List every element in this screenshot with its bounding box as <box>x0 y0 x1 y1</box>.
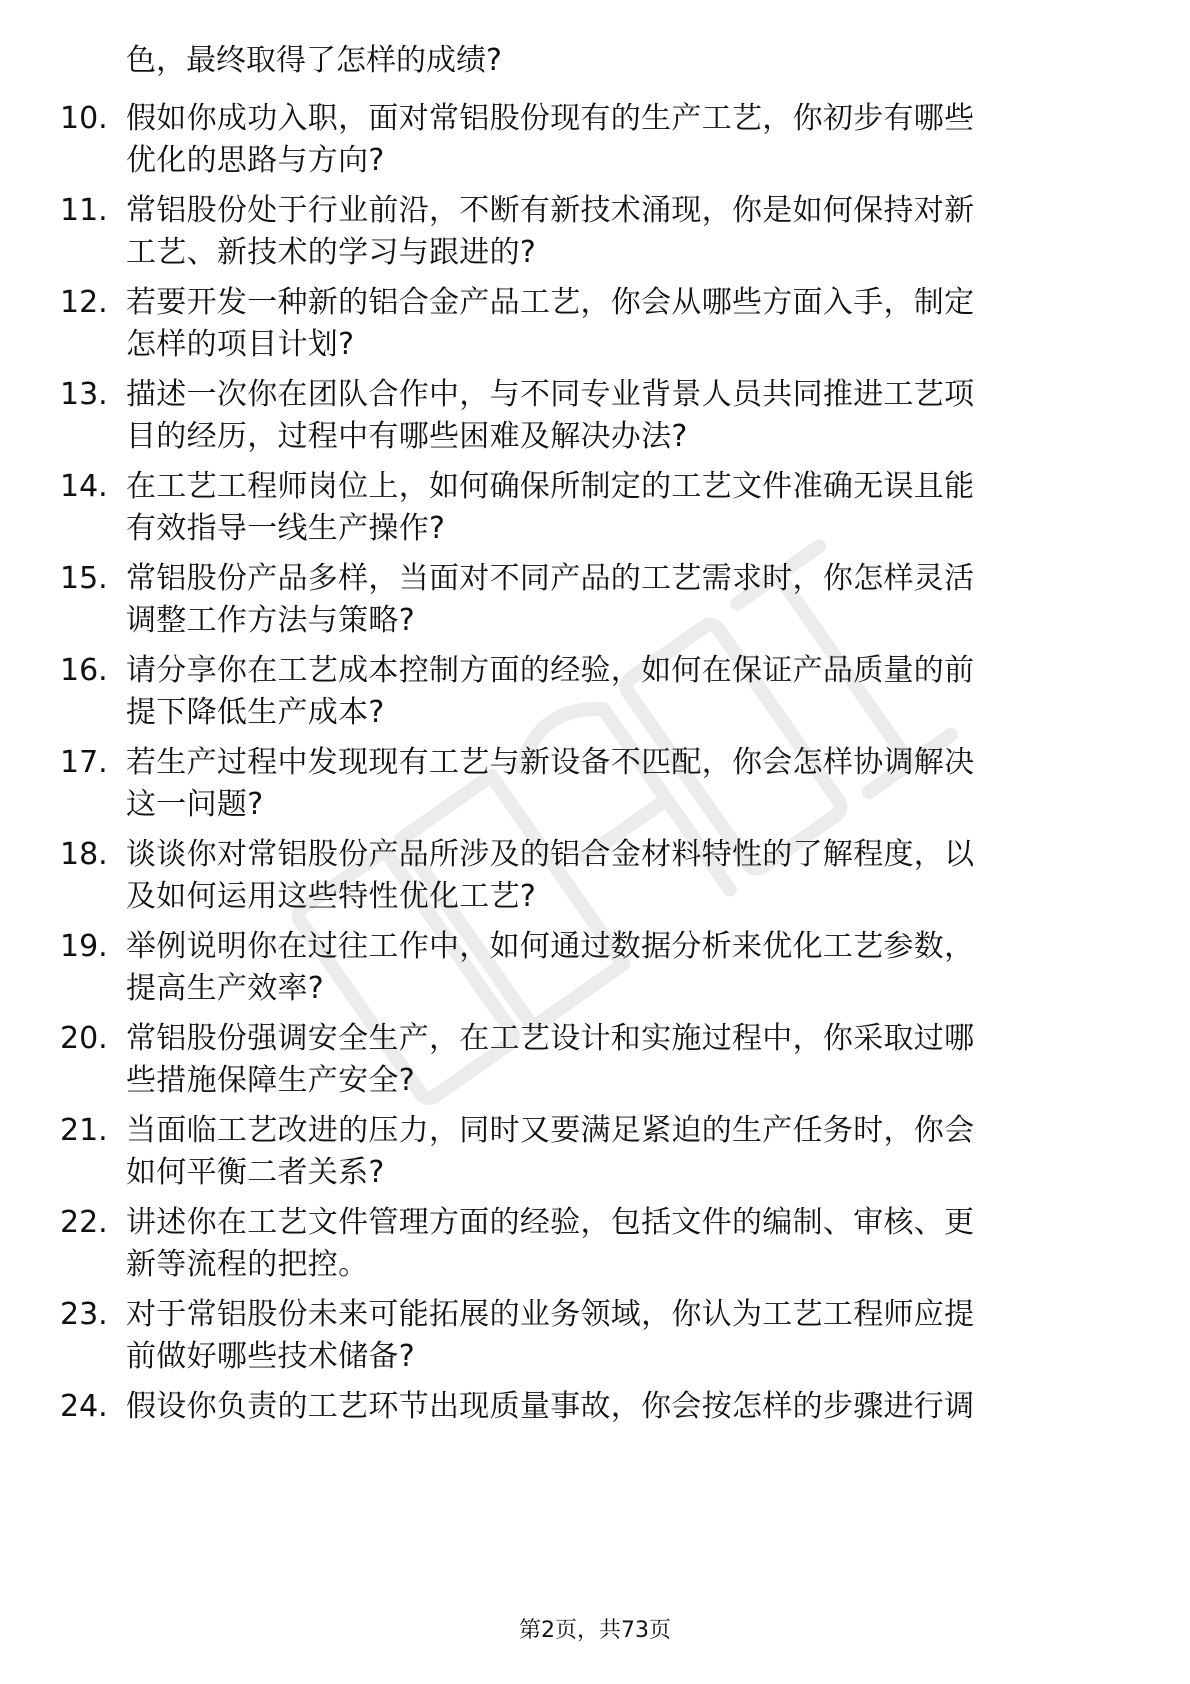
question-text-line: 前做好哪些技术储备? <box>126 1339 415 1374</box>
question-text-line: 当面临工艺改进的压力，同时又要满足紧迫的生产任务时，你会 <box>126 1113 975 1148</box>
question-text <box>126 742 1120 826</box>
question-text <box>126 98 1120 182</box>
question-number: 10. <box>60 101 108 136</box>
question-text <box>126 1294 1120 1378</box>
question-text-line: 优化的思路与方向? <box>126 143 385 178</box>
question-text-line: 有效指导一线生产操作? <box>126 511 446 546</box>
question-text-line: 如何平衡二者关系? <box>126 1155 385 1190</box>
question-item <box>60 926 1120 1010</box>
question-item <box>60 1202 1120 1286</box>
question-item <box>60 98 1120 182</box>
question-text <box>126 1110 1120 1194</box>
question-number: 18. <box>60 837 108 872</box>
question-number: 17. <box>60 745 108 780</box>
question-text-line: 假如你成功入职，面对常铝股份现有的生产工艺，你初步有哪些 <box>126 101 975 136</box>
question-text-line: 这一问题? <box>126 787 264 822</box>
question-number: 14. <box>60 469 108 504</box>
question-text-line: 描述一次你在团队合作中，与不同专业背景人员共同推进工艺项 <box>126 377 975 412</box>
page-footer: 第2页，共73页 <box>519 1618 671 1643</box>
question-text-line: 若要开发一种新的铝合金产品工艺，你会从哪些方面入手，制定 <box>126 285 975 320</box>
question-text-line: 些措施保障生产安全? <box>126 1063 415 1098</box>
question-text-line: 提高生产效率? <box>126 971 325 1006</box>
question-item <box>60 834 1120 918</box>
question-text-line: 目的经历，过程中有哪些困难及解决办法? <box>126 419 688 454</box>
question-text-line: 若生产过程中发现现有工艺与新设备不匹配，你会怎样协调解决 <box>126 745 975 780</box>
question-text-line: 及如何运用这些特性优化工艺? <box>126 879 537 914</box>
question-number: 22. <box>60 1205 108 1240</box>
question-number: 20. <box>60 1021 108 1056</box>
question-item <box>60 558 1120 642</box>
question-text <box>126 282 1120 366</box>
question-text-line: 请分享你在工艺成本控制方面的经验，如何在保证产品质量的前 <box>126 653 975 688</box>
question-number: 21. <box>60 1113 108 1148</box>
question-item <box>60 742 1120 826</box>
question-item <box>60 282 1120 366</box>
question-text-line: 怎样的项目计划? <box>126 327 355 362</box>
question-text-line: 讲述你在工艺文件管理方面的经验，包括文件的编制、审核、更 <box>126 1205 975 1240</box>
question-item <box>60 1386 1120 1428</box>
question-number: 16. <box>60 653 108 688</box>
question-number: 23. <box>60 1297 108 1332</box>
question-text-line: 在工艺工程师岗位上，如何确保所制定的工艺文件准确无误且能 <box>126 469 975 504</box>
question-text-line: 举例说明你在过往工作中，如何通过数据分析来优化工艺参数， <box>126 929 975 964</box>
question-number: 11. <box>60 193 108 228</box>
question-item <box>60 466 1120 550</box>
question-number: 12. <box>60 285 108 320</box>
question-text-line: 调整工作方法与策略? <box>126 603 415 638</box>
question-list <box>60 40 1120 1428</box>
question-text <box>126 650 1120 734</box>
question-item <box>60 1018 1120 1102</box>
question-item <box>60 190 1120 274</box>
question-item <box>60 374 1120 458</box>
question-text-line: 提下降低生产成本? <box>126 695 385 730</box>
question-text <box>126 834 1120 918</box>
question-text <box>126 1386 1120 1428</box>
question-text-line: 假设你负责的工艺环节出现质量事故，你会按怎样的步骤进行调 <box>126 1389 975 1424</box>
question-text <box>126 190 1120 274</box>
question-item <box>60 1110 1120 1194</box>
question-text <box>126 926 1120 1010</box>
question-text-line: 谈谈你对常铝股份产品所涉及的铝合金材料特性的了解程度，以 <box>126 837 975 872</box>
question-number: 15. <box>60 561 108 596</box>
questions-container <box>60 98 1120 1428</box>
question-text <box>126 1202 1120 1286</box>
question-text <box>126 374 1120 458</box>
question-text-line: 常铝股份处于行业前沿，不断有新技术涌现，你是如何保持对新 <box>126 193 975 228</box>
question-number: 19. <box>60 929 108 964</box>
question-text-line: 常铝股份强调安全生产，在工艺设计和实施过程中，你采取过哪 <box>126 1021 975 1056</box>
question-number: 24. <box>60 1389 108 1424</box>
question-text <box>126 1018 1120 1102</box>
question-text-line: 新等流程的把控。 <box>126 1247 369 1282</box>
continuation-line: 色，最终取得了怎样的成绩? <box>126 43 502 78</box>
question-text-line: 常铝股份产品多样，当面对不同产品的工艺需求时，你怎样灵活 <box>126 561 975 596</box>
question-text <box>126 466 1120 550</box>
question-text <box>126 558 1120 642</box>
question-text-line: 对于常铝股份未来可能拓展的业务领域，你认为工艺工程师应提 <box>126 1297 975 1332</box>
question-item <box>60 1294 1120 1378</box>
question-number: 13. <box>60 377 108 412</box>
question-text-line: 工艺、新技术的学习与跟进的? <box>126 235 537 270</box>
question-item <box>60 650 1120 734</box>
